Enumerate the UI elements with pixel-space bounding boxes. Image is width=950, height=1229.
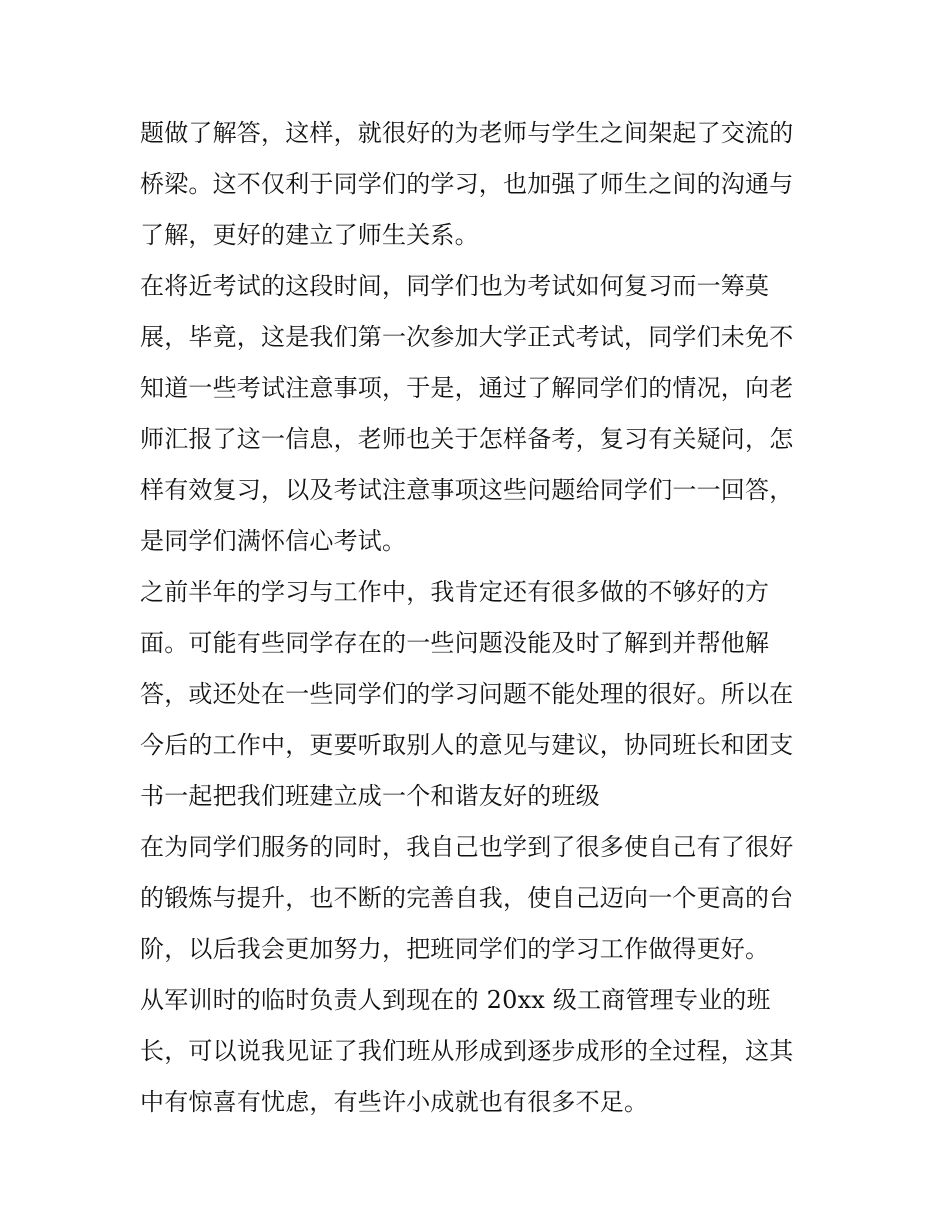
text-line-7: 师汇报了这一信息，老师也关于怎样备考，复习有关疑问，怎 — [140, 425, 794, 453]
text-line-20: 中有惊喜有忧虑，有些许小成就也有很多不足。 — [140, 1088, 649, 1116]
text-line-18: 从军训时的临时负责人到现在的 20xx 级工商管理专业的班 — [140, 986, 771, 1014]
text-line-6: 知道一些考试注意事项，于是，通过了解同学们的情况，向老 — [140, 374, 794, 402]
text-line-3: 了解，更好的建立了师生关系。 — [140, 221, 479, 249]
text-line-2: 桥梁。这不仅利于同学们的学习，也加强了师生之间的沟通与 — [140, 170, 794, 198]
document-body — [140, 108, 820, 1128]
text-line-12: 答，或还处在一些同学们的学习问题不能处理的很好。所以在 — [140, 680, 794, 708]
text-line-15: 在为同学们服务的同时，我自己也学到了很多使自己有了很好 — [140, 833, 794, 861]
text-line-1: 题做了解答，这样，就很好的为老师与学生之间架起了交流的 — [140, 119, 794, 147]
text-line-19: 长，可以说我见证了我们班从形成到逐步成形的全过程，这其 — [140, 1037, 794, 1065]
text-line-13: 今后的工作中，更要听取别人的意见与建议，协同班长和团支 — [140, 731, 794, 759]
text-line-9: 是同学们满怀信心考试。 — [140, 527, 407, 555]
text-line-10: 之前半年的学习与工作中，我肯定还有很多做的不够好的方 — [140, 578, 770, 606]
text-line-11: 面。可能有些同学存在的一些问题没能及时了解到并帮他解 — [140, 629, 770, 657]
text-line-8: 样有效复习，以及考试注意事项这些问题给同学们一一回答， — [140, 476, 794, 504]
text-line-4: 在将近考试的这段时间，同学们也为考试如何复习而一筹莫 — [140, 272, 770, 300]
text-line-16: 的锻炼与提升，也不断的完善自我，使自己迈向一个更高的台 — [140, 884, 794, 912]
text-line-14: 书一起把我们班建立成一个和谐友好的班级 — [140, 782, 600, 810]
text-line-17: 阶，以后我会更加努力，把班同学们的学习工作做得更好。 — [140, 935, 770, 963]
text-line-5: 展，毕竟，这是我们第一次参加大学正式考试，同学们未免不 — [140, 323, 794, 351]
